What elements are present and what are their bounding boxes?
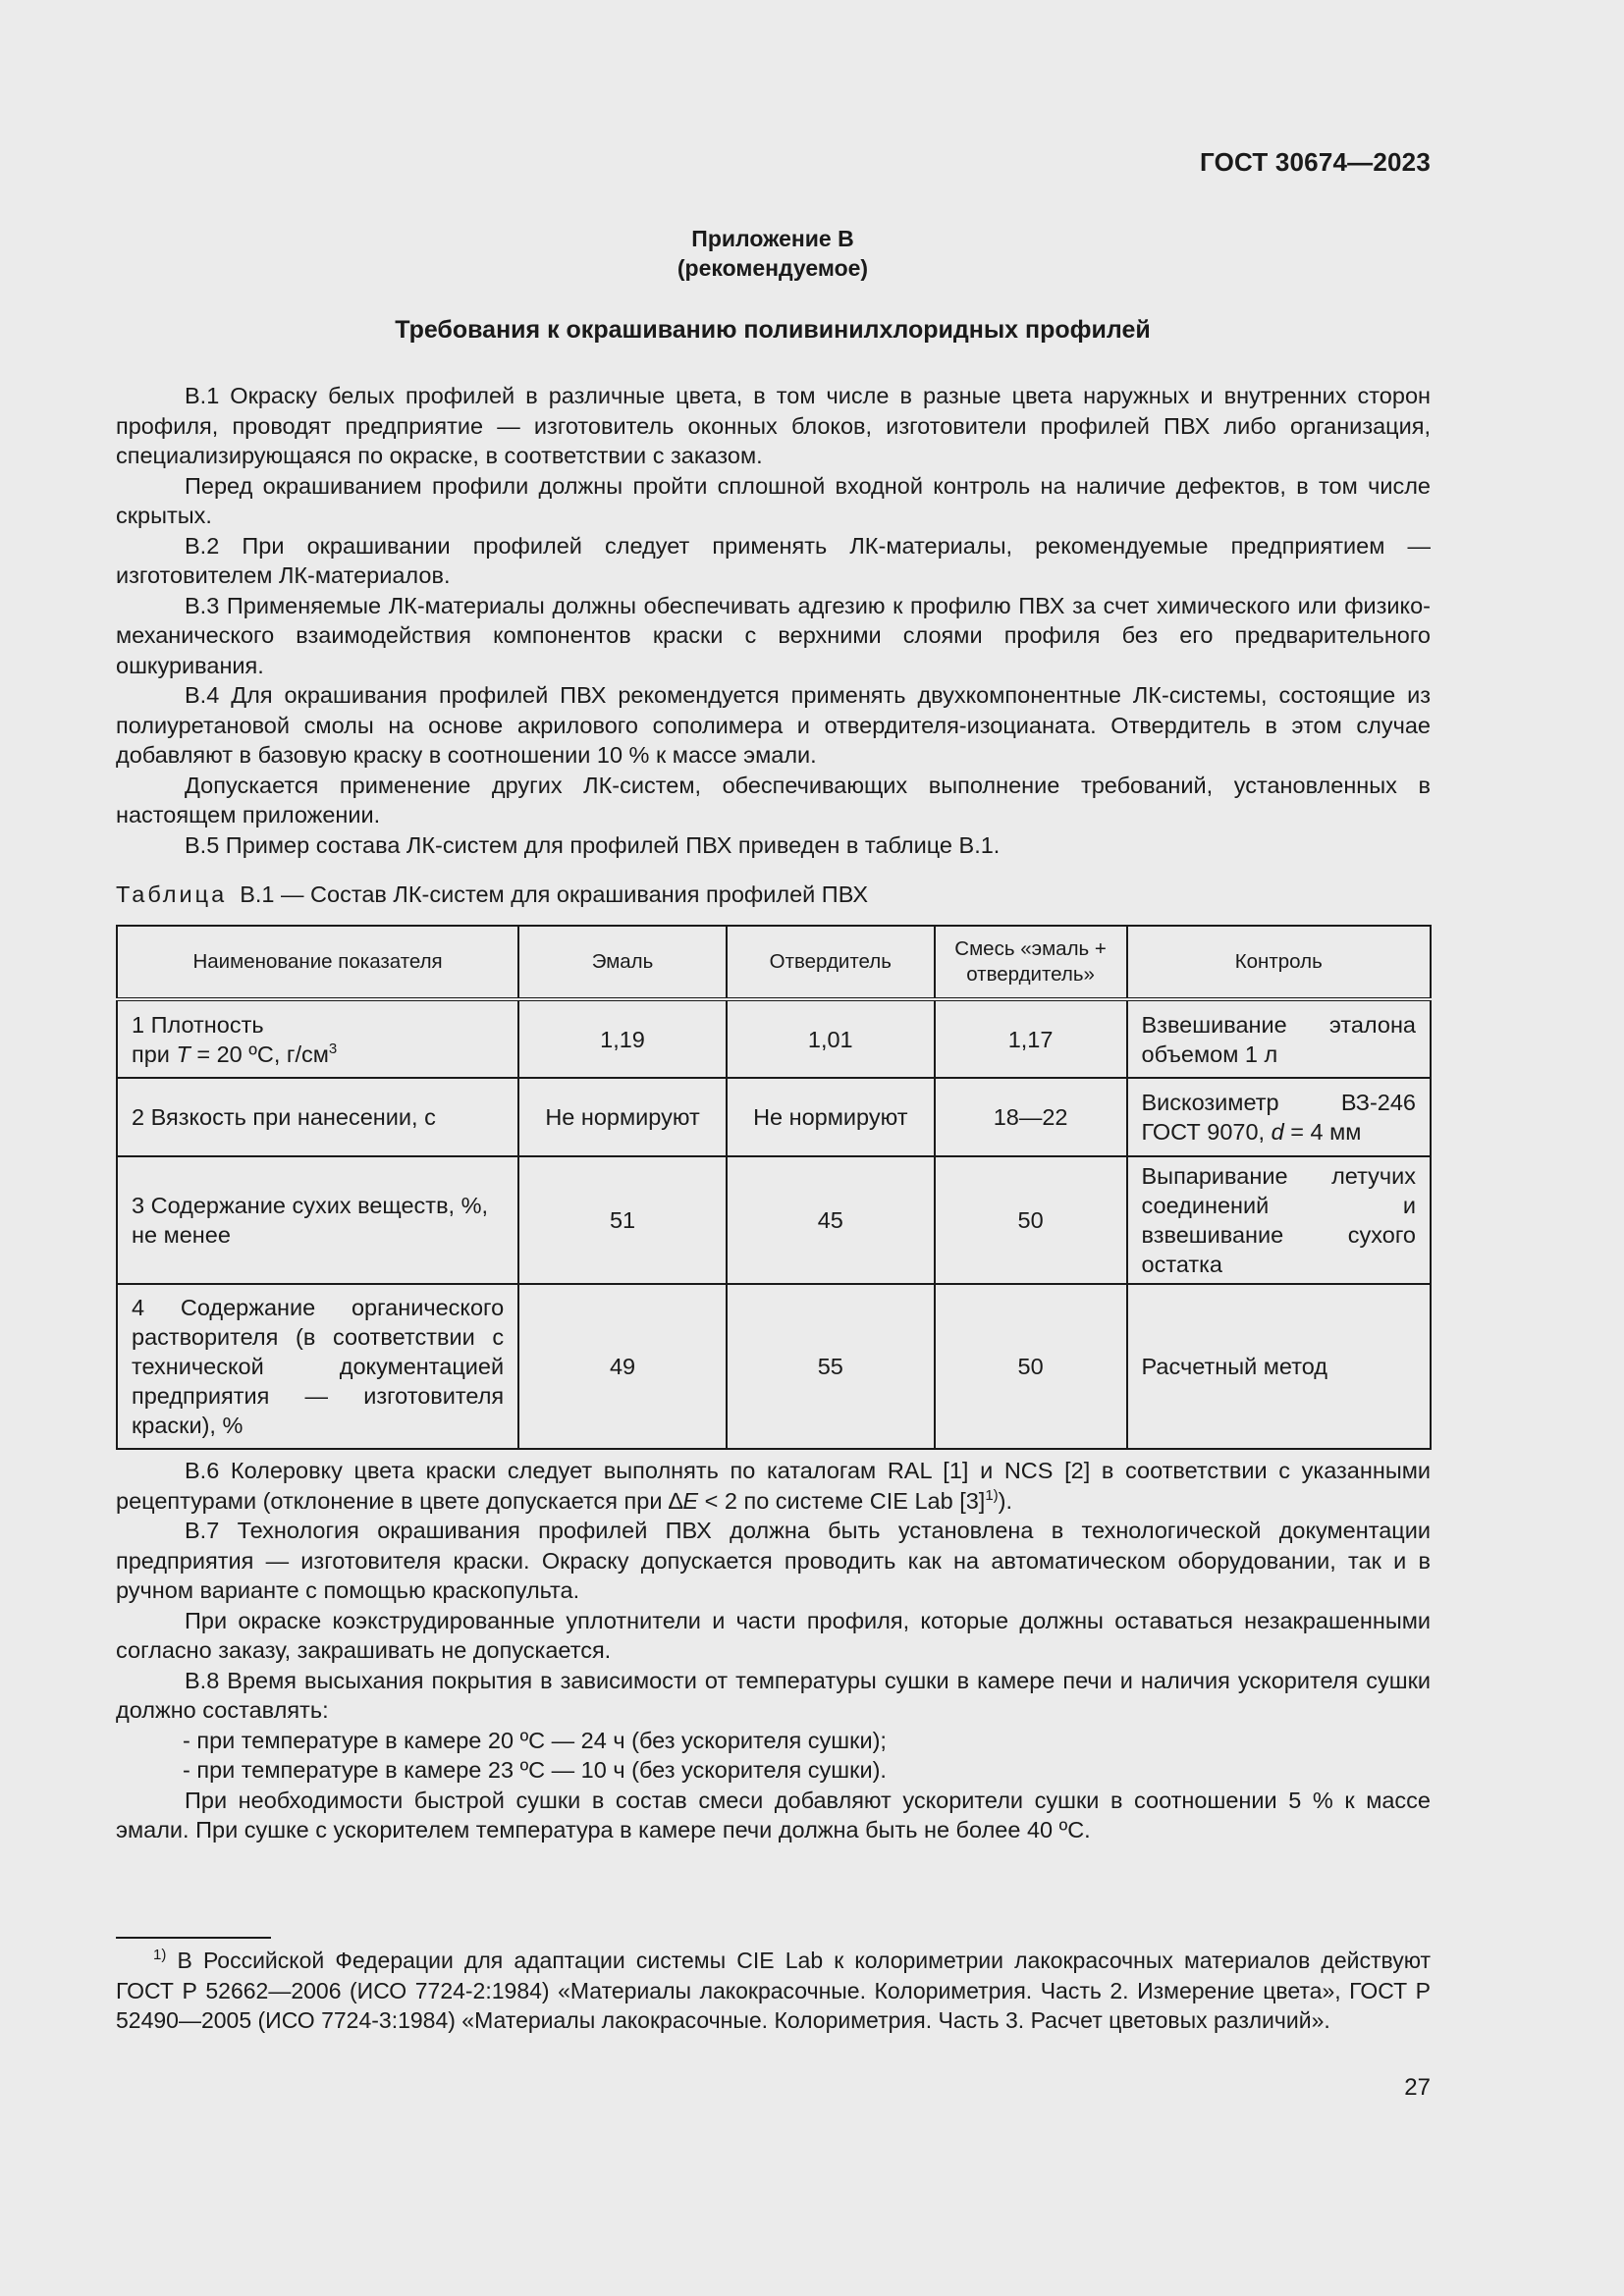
cell-enamel: 1,19 — [518, 999, 727, 1078]
body-text-bottom — [116, 1456, 1431, 1845]
cell-control: Взвешивание эталона объемом 1 л — [1127, 999, 1432, 1078]
indicator-text: при — [132, 1041, 177, 1067]
cell-control — [1127, 1078, 1432, 1156]
cell-indicator — [117, 999, 518, 1078]
header-enamel: Эмаль — [518, 926, 727, 999]
cell-indicator: 3 Содержание сухих веществ, %, не менее — [117, 1156, 518, 1284]
table-header-row — [117, 926, 1431, 999]
paragraph-b3: В.3 Применяемые ЛК-материалы должны обеспечивать адгезию к профилю ПВХ за счет химического или физико-механического взаимодействия компонентов краски с верхними слоями профиля без его предварительного ошкуривания. — [116, 592, 1431, 678]
cell-indicator: 2 Вязкость при нанесении, с — [117, 1078, 518, 1156]
indicator-line: 1 Плотность — [132, 1011, 264, 1038]
composition-table — [116, 925, 1432, 1450]
list-item: - при температуре в камере 20 ºС — 24 ч (без ускорителя сушки); — [183, 1727, 887, 1753]
paragraph-text: ). — [998, 1487, 1013, 1514]
paragraph-b4-note: Допускается применение других ЛК-систем, обеспечивающих выполнение требований, установленных в настоящем приложении. — [116, 772, 1431, 828]
table-row — [117, 1078, 1431, 1156]
header-mix: Смесь «эмаль + отвердитель» — [935, 926, 1127, 999]
footnote-reference: 1) — [985, 1486, 999, 1504]
cell-enamel: 49 — [518, 1284, 727, 1449]
paragraph-b4: В.4 Для окрашивания профилей ПВХ рекомендуется применять двухкомпонентные ЛК-системы, состоящие из полиуретановой смолы на основе акрилового сополимера и отвердителя-изоцианата. Отвердитель в этом случае добавляют в базовую краску в соотношении 10 % к массе эмали. — [116, 682, 1431, 768]
cell-hardener: Не нормируют — [727, 1078, 935, 1156]
paragraph-text: В.6 Колеровку цвета краски следует выполнять по каталогам RAL [1] и NCS [2] в соответствии с указанными рецептурами (отклонение в цвете допускается при ∆ — [116, 1458, 1431, 1514]
footnote-marker: 1) — [153, 1947, 167, 1963]
paragraph-b6 — [116, 1456, 1431, 1516]
body-text-top — [116, 381, 1431, 860]
indicator-superscript: 3 — [328, 1040, 338, 1057]
cell-enamel: Не нормируют — [518, 1078, 727, 1156]
cell-hardener: 1,01 — [727, 999, 935, 1078]
appendix-heading — [0, 224, 1545, 283]
cell-hardener: 45 — [727, 1156, 935, 1284]
cell-mix: 1,17 — [935, 999, 1127, 1078]
footnote-text: В Российской Федерации для адаптации системы CIE Lab к колориметрии лакокрасочных материалов действуют ГОСТ Р 52662—2006 (ИСО 7724-2:1984) «Материалы лакокрасочные. Колориметрия. Часть 2. Измерение цвета», ГОСТ Р 52490—2005 (ИСО 7724-3:1984) «Материалы лакокрасочные. Колориметрия. Часть 3. Расчет цветовых различий». — [116, 1948, 1431, 2033]
cell-enamel: 51 — [518, 1156, 727, 1284]
paragraph-variable: E — [682, 1487, 699, 1514]
cell-control: Расчетный метод — [1127, 1284, 1432, 1449]
paragraph-b8-note: При необходимости быстрой сушки в состав смеси добавляют ускорители сушки в соотношении 5 % к массе эмали. При сушке с ускорителем температура в камере печи должна быть не более 40 ºС. — [116, 1787, 1431, 1842]
list-item: - при температуре в камере 23 ºС — 10 ч (без ускорителя сушки). — [183, 1757, 887, 1783]
footnote-divider — [116, 1937, 271, 1939]
paragraph-b8: В.8 Время высыхания покрытия в зависимости от температуры сушки в камере печи и наличия ускорителя сушки должно составлять: — [116, 1667, 1431, 1723]
standard-id: ГОСТ 30674—2023 — [1200, 147, 1431, 177]
table-caption — [116, 881, 868, 908]
appendix-status: (рекомендуемое) — [677, 255, 869, 281]
header-control: Контроль — [1127, 926, 1432, 999]
footnote — [116, 1946, 1431, 2036]
paragraph-b1-note: Перед окрашиванием профили должны пройти сплошной входной контроль на наличие дефектов, в том числе скрытых. — [116, 472, 1431, 528]
cell-mix: 50 — [935, 1284, 1127, 1449]
cell-mix: 50 — [935, 1156, 1127, 1284]
header-hardener: Отвердитель — [727, 926, 935, 999]
control-text: = 4 мм — [1283, 1119, 1362, 1145]
cell-control: Выпаривание летучих соединений и взвешивание сухого остатка — [1127, 1156, 1432, 1284]
table-row — [117, 1156, 1431, 1284]
paragraph-b1: В.1 Окраску белых профилей в различные цвета, в том числе в разные цвета наружных и внутренних сторон профиля, проводят предприятие — изготовитель оконных блоков, изготовители профилей ПВХ либо организация, специализирующаяся по окраске, в соответствии с заказом. — [116, 383, 1431, 468]
paragraph-b2: В.2 При окрашивании профилей следует применять ЛК-материалы, рекомендуемые предприятием — изготовителем ЛК-материалов. — [116, 532, 1431, 588]
table-row — [117, 1284, 1431, 1449]
page-number: 27 — [1404, 2074, 1431, 2101]
cell-mix: 18—22 — [935, 1078, 1127, 1156]
table-caption-label: Таблица — [116, 881, 228, 907]
cell-indicator: 4 Содержание органического растворителя (в соответствии с технической документацией предприятия — изготовителя краски), % — [117, 1284, 518, 1449]
indicator-text: = 20 ºС, г/см — [189, 1041, 329, 1067]
paragraph-b5: В.5 Пример состава ЛК-систем для профилей ПВХ приведен в таблице В.1. — [185, 831, 1001, 858]
indicator-variable: T — [176, 1041, 190, 1067]
table-row — [117, 999, 1431, 1078]
paragraph-b7: В.7 Технология окрашивания профилей ПВХ должна быть установлена в технологической документации предприятия — изготовителя краски. Окраску допускается проводить как на автоматическом оборудовании, так и в ручном варианте с помощью краскопульта. — [116, 1518, 1431, 1603]
paragraph-text: < 2 по системе CIE Lab [3] — [698, 1487, 986, 1514]
header-indicator: Наименование показателя — [117, 926, 518, 999]
appendix-title: Приложение В — [691, 226, 854, 251]
control-variable: d — [1271, 1119, 1284, 1145]
cell-hardener: 55 — [727, 1284, 935, 1449]
paragraph-b7-note: При окраске коэкструдированные уплотнители и части профиля, которые должны оставаться незакрашенными согласно заказу, закрашивать не допускается. — [116, 1607, 1431, 1663]
section-title: Требования к окрашиванию поливинилхлоридных профилей — [395, 316, 1151, 344]
table-caption-text: В.1 — Состав ЛК-систем для окрашивания профилей ПВХ — [240, 881, 869, 907]
control-text: ГОСТ 9070, — [1141, 1119, 1272, 1145]
control-line: Вискозиметр ВЗ-246 — [1141, 1090, 1416, 1115]
